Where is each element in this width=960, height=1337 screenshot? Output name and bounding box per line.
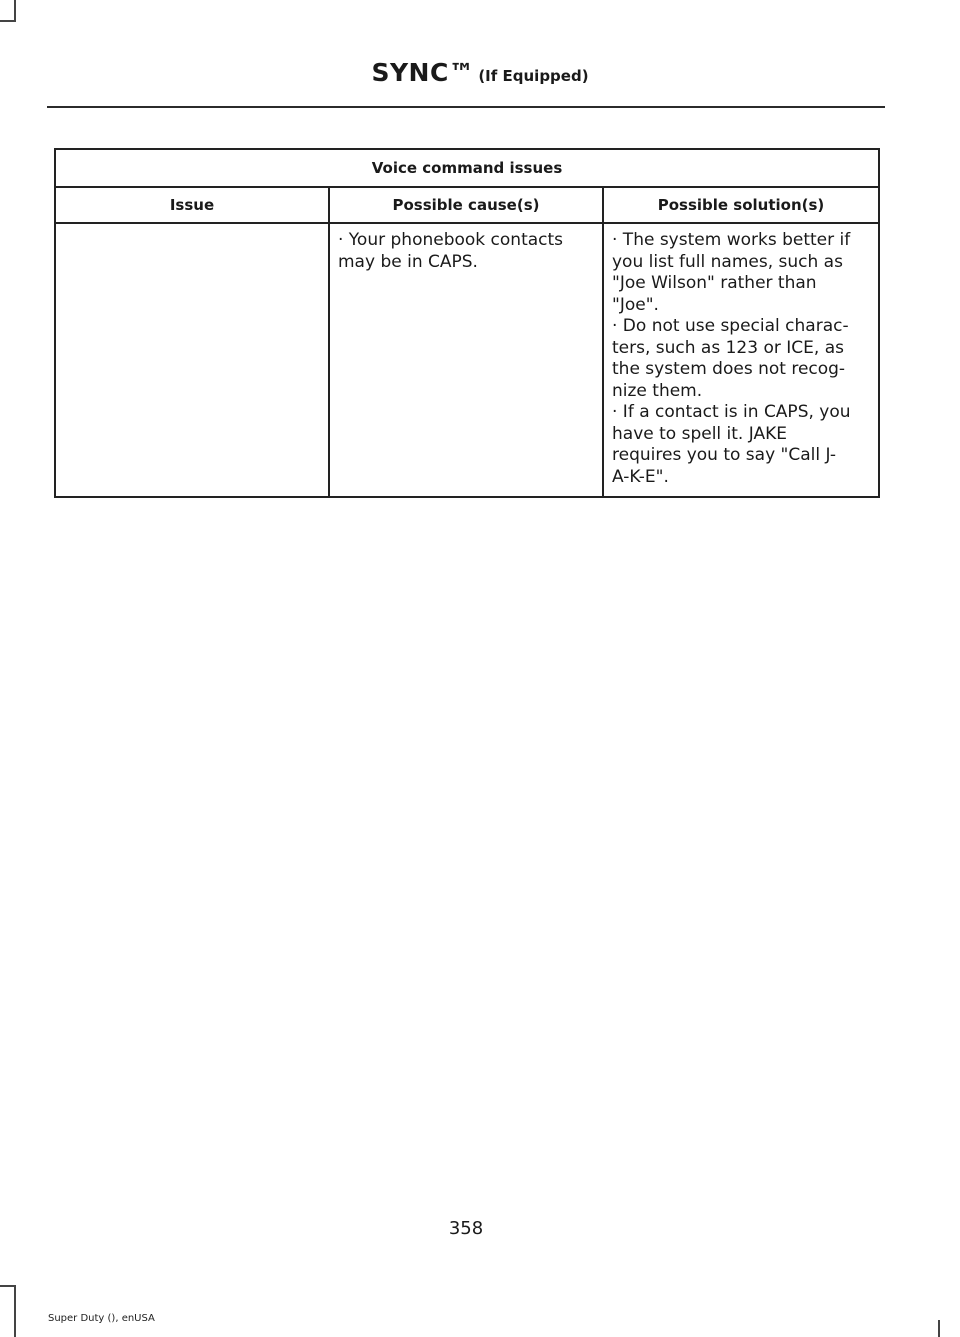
solution-line: nize them. (612, 380, 703, 401)
cause-line: may be in CAPS. (338, 251, 478, 272)
header-rule (47, 106, 885, 108)
footer-text: Super Duty (), enUSA (48, 1313, 155, 1324)
column-header-cause: Possible cause(s) (329, 187, 603, 223)
voice-command-issues-table (54, 148, 880, 498)
solution-line: · The system works better if (612, 230, 851, 250)
page-number: 358 (448, 1218, 484, 1239)
column-header-solution: Possible solution(s) (603, 187, 879, 223)
cause-line: · Your phonebook contacts (338, 230, 564, 250)
solution-line: · If a contact is in CAPS, you (612, 402, 851, 422)
page-title: SYNC™ (371, 58, 475, 87)
solution-line: A-K-E". (612, 466, 669, 487)
solution-cell (603, 223, 879, 497)
crop-mark (938, 1320, 940, 1337)
cause-cell (329, 223, 603, 497)
solution-line: you list full names, such as (612, 251, 843, 272)
solution-line: requires you to say "Call J- (612, 445, 837, 465)
crop-mark (14, 1285, 16, 1337)
crop-mark (14, 0, 16, 22)
crop-mark (0, 20, 16, 22)
issue-cell (55, 223, 329, 497)
solution-line: have to spell it. JAKE (612, 423, 787, 444)
solution-line: · Do not use special charac- (612, 316, 849, 336)
crop-mark (0, 1285, 16, 1287)
page-subtitle: (If Equipped) (478, 67, 589, 85)
solution-line: ters, such as 123 or ICE, as (612, 337, 844, 358)
page-header (0, 58, 960, 87)
solution-line: "Joe". (612, 294, 659, 315)
table-title: Voice command issues (55, 149, 879, 187)
solution-line: the system does not recog- (612, 359, 846, 379)
column-header-issue: Issue (55, 187, 329, 223)
table-row (55, 223, 879, 497)
solution-line: "Joe Wilson" rather than (612, 273, 817, 293)
